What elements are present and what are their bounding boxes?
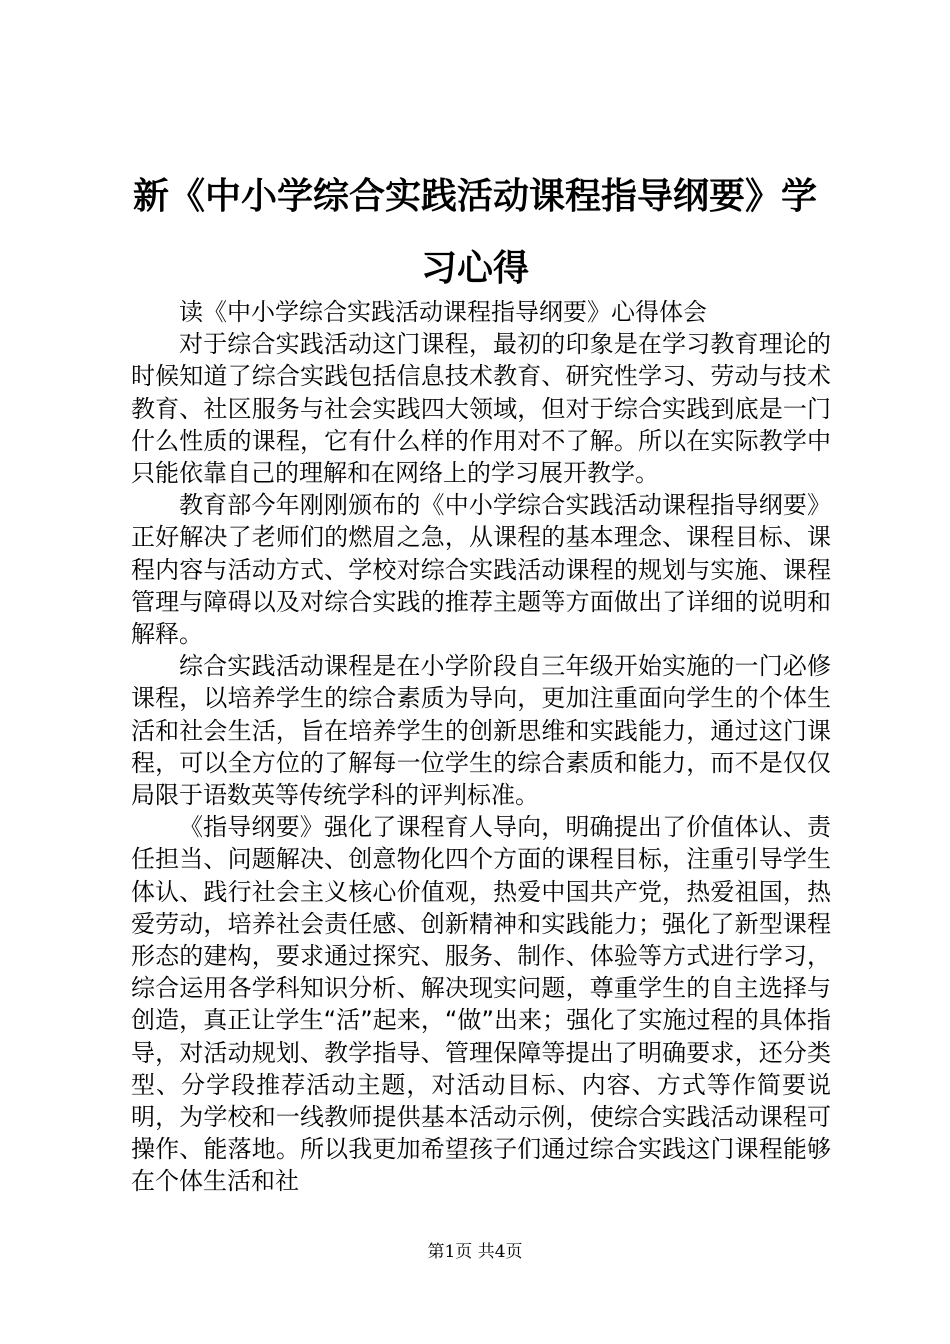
paragraph-subtitle: 读《中小学综合实践活动课程指导纲要》心得体会 [179, 298, 707, 326]
document-body [131, 296, 831, 1198]
paragraph: 对于综合实践活动这门课程，最初的印象是在学习教育理论的时候知道了综合实践包括信息技术教育、研究性学习、劳动与技术教育、社区服务与社会实践四大领域，但对于综合实践到底是一门什么性质的课程，它有什么样的作用对不了解。所以在实际教学中只能依靠自己的理解和在网络上的学习展开教学。 [131, 330, 831, 488]
document-title: 新《中小学综合实践活动课程指导纲要》学习心得 [132, 175, 817, 289]
page-number-footer: 第1页 共4页 [427, 1242, 523, 1262]
paragraph: 《指导纲要》强化了课程育人导向，明确提出了价值体认、责任担当、问题解决、创意物化四个方面的课程目标，注重引导学生体认、践行社会主义核心价值观，热爱中国共产党，热爱祖国，热爱劳动，培养社会责任感、创新精神和实践能力；强化了新型课程形态的建构，要求通过探究、服务、制作、体验等方式进行学习，综合运用各学科知识分析、解决现实问题，尊重学生的自主选择与创造，真正让学生“活”起来，“做”出来；强化了实施过程的具体指导，对活动规划、教学指导、管理保障等提出了明确要求，还分类型、分学段推荐活动主题，对活动目标、内容、方式等作简要说明，为学校和一线教师提供基本活动示例，使综合实践活动课程可操作、能落地。所以我更加希望孩子们通过综合实践这门课程能够在个体生活和社 [131, 813, 831, 1196]
paragraph: 综合实践活动课程是在小学阶段自三年级开始实施的一门必修课程，以培养学生的综合素质为导向，更加注重面向学生的个体生活和社会生活，旨在培养学生的创新思维和实践能力，通过这门课程，可以全方位的了解每一位学生的综合素质和能力，而不是仅仅局限于语数英等传统学科的评判标准。 [131, 652, 831, 810]
paragraph: 教育部今年刚刚颁布的《中小学综合实践活动课程指导纲要》正好解决了老师们的燃眉之急，从课程的基本理念、课程目标、课程内容与活动方式、学校对综合实践活动课程的规划与实施、课程管理与障碍以及对综合实践的推荐主题等方面做出了详细的说明和解释。 [131, 491, 831, 649]
